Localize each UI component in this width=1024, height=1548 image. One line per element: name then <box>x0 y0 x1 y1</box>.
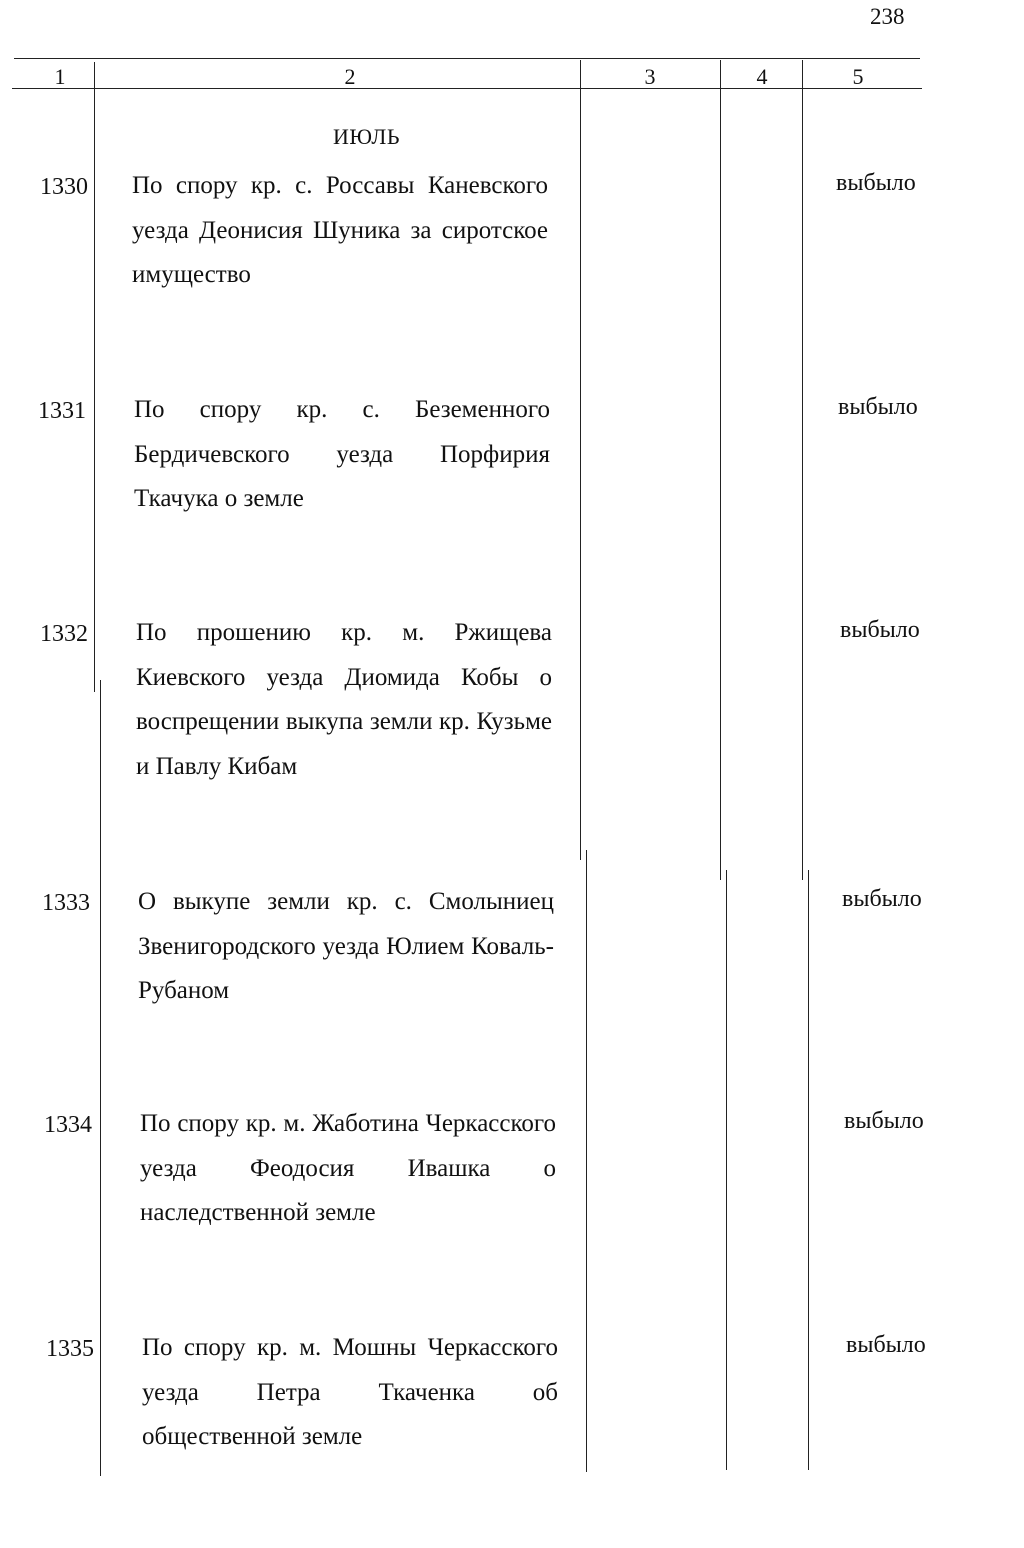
row-number: 1335 <box>46 1336 94 1362</box>
header-bottom-rule <box>12 88 922 89</box>
column-header-2: 2 <box>344 64 356 89</box>
row-description: По спору кр. с. Беземенного Бердичевского уезда Порфирия Ткачука о земле <box>134 396 550 512</box>
column-header-5: 5 <box>852 64 864 89</box>
page-number: 238 <box>870 4 905 29</box>
column-header-1: 1 <box>54 64 66 89</box>
row-number: 1331 <box>38 398 86 424</box>
row-number: 1332 <box>40 621 88 647</box>
row-description: О выкупе земли кр. с. Смолыниец Звенигородского уезда Юлием Коваль-Рубаном <box>138 888 554 1004</box>
row-number: 1330 <box>40 174 88 200</box>
column-divider-2 <box>586 850 587 1472</box>
row-description: По спору кр. с. Россавы Каневского уезда Деонисия Шуника за сиротское имущество <box>132 172 548 288</box>
row-number: 1333 <box>42 890 90 916</box>
row-status: выбыло <box>838 394 918 420</box>
row-status: выбыло <box>844 1108 924 1134</box>
row-status: выбыло <box>836 170 916 196</box>
column-divider-1 <box>100 680 101 1476</box>
column-header-3: 3 <box>644 64 656 89</box>
column-divider-4 <box>808 870 809 1470</box>
row-description: По спору кр. м. Мошны Черкасского уезда Петра Ткаченка об общественной земле <box>142 1334 558 1450</box>
table-top-rule <box>14 58 920 59</box>
column-divider-3 <box>726 870 727 1470</box>
month-heading: ИЮЛЬ <box>333 124 400 149</box>
column-divider-4 <box>802 60 803 880</box>
column-divider-3 <box>720 60 721 880</box>
row-status: выбыло <box>842 886 922 912</box>
row-status: выбыло <box>846 1332 926 1358</box>
row-description: По прошению кр. м. Ржищева Киевского уезда Диомида Кобы о воспрещении выкупа земли кр. Кузьме и Павлу Кибам <box>136 619 552 780</box>
row-description: По спору кр. м. Жаботина Черкасского уезда Феодосия Ивашка о наследственной земле <box>140 1110 556 1226</box>
column-header-4: 4 <box>756 64 768 89</box>
row-number: 1334 <box>44 1112 92 1138</box>
row-status: выбыло <box>840 617 920 643</box>
column-divider-2 <box>580 60 581 860</box>
column-divider-1 <box>94 62 95 692</box>
